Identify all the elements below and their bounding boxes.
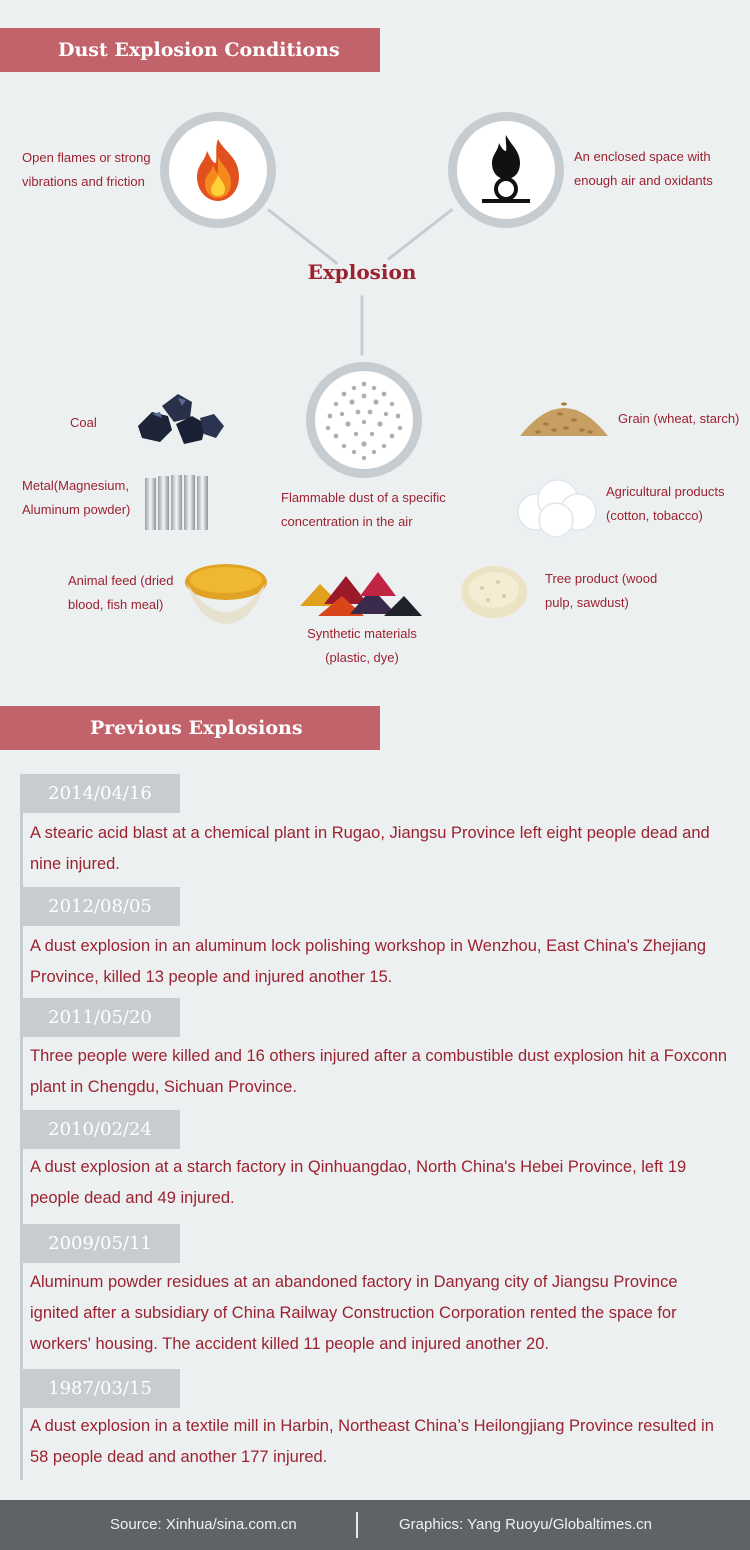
oxidant-label: An enclosed space with enough air and oxidants [574,149,713,188]
event-text: Aluminum powder residues at an abandoned factory in Danyang city of Jiangsu Province ignited after a subsidiary of China Railway Construction Corporation rented the space for workers' housing. The accident killed 11 people and injured another 20. [30,1273,678,1353]
connector-line [387,208,453,261]
dust-circle [306,362,422,478]
event-date: 2010/02/24 [20,1110,180,1149]
event-text: Three people were killed and 16 others injured after a combustible dust explosion hit a Foxconn plant in Chengdu, Sichuan Province. [30,1047,728,1096]
tree-product-label: Tree product (wood pulp, sawdust) [545,571,658,610]
connector-line [267,208,338,265]
event-date: 2014/04/16 [20,774,180,813]
metal-label: Metal(Magnesium, Aluminum powder) [22,478,131,517]
event-text: A dust explosion at a starch factory in Qinhuangdao, North China's Hebei Province, left 19 people dead and 49 injured. [30,1158,687,1207]
explosion-title: Explosion [307,260,417,284]
event-text: A dust explosion in a textile mill in Harbin, Northeast China’s Heilongjiang Province resulted in 58 people dead and another 177 injured. [30,1417,714,1466]
fire-circle [160,112,276,228]
grain-icon [516,384,612,447]
event-text: A dust explosion in an aluminum lock polishing workshop in Wenzhou, East China's Zhejiang Province, killed 13 people and injured another 15. [30,937,707,986]
footer-divider [356,1512,358,1538]
oxidant-circle [448,112,564,228]
event-text: A stearic acid blast at a chemical plant in Rugao, Jiangsu Province left eight people dead and nine injured. [30,824,710,873]
graphics-credit: Graphics: Yang Ruoyu/Globaltimes.cn [399,1516,652,1533]
footer [0,1500,750,1550]
event-date: 1987/03/15 [20,1369,180,1408]
grain-label: Grain (wheat, starch) [618,411,740,426]
metal-tubes-icon [143,472,213,537]
dust-label: Flammable dust of a specific concentration in the air [281,490,446,529]
oxygen-flame-icon [476,133,536,207]
animal-feed-icon [183,560,269,631]
source-credit: Source: Xinhua/sina.com.cn [110,1516,297,1533]
synthetic-powder-icon [298,566,424,627]
agricultural-label: Agricultural products (cotton, tobacco) [606,484,725,523]
dust-particles-icon [318,374,410,466]
coal-label: Coal [70,415,97,430]
fire-label: Open flames or strong vibrations and friction [22,150,151,189]
wood-pulp-icon [458,560,530,625]
event-date: 2012/08/05 [20,887,180,926]
coal-icon [132,392,226,453]
cotton-icon [512,474,602,545]
history-heading: Previous Explosions [0,706,380,750]
conditions-heading: Dust Explosion Conditions [0,28,380,72]
flame-icon [183,135,253,205]
animal-feed-label: Animal feed (dried blood, fish meal) [68,573,174,612]
connector-line [361,296,364,356]
synthetic-label: Synthetic materials (plastic, dye) [307,626,417,665]
event-date: 2009/05/11 [20,1224,180,1263]
event-date: 2011/05/20 [20,998,180,1037]
